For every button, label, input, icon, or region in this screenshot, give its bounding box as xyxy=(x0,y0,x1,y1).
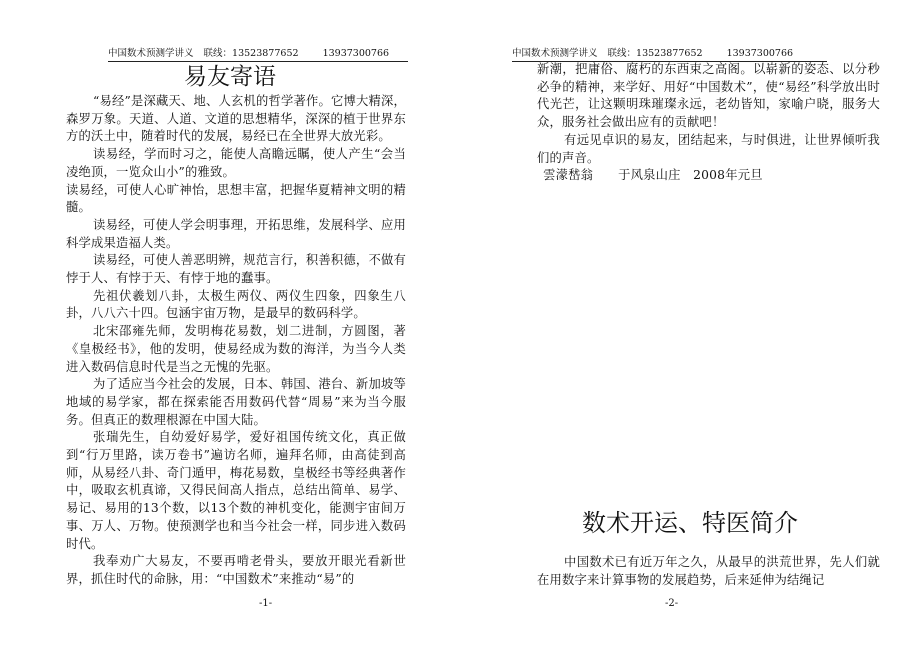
paragraph: 为了适应当今社会的发展，日本、韩国、港台、新加坡等地域的易学家，都在探索能否用数码代替“周易”来为当今服务。但真正的数理根源在中国大陆。 xyxy=(66,377,406,427)
paragraph: 读易经，可使人心旷神怡，思想丰富，把握华夏精神文明的精髓。 xyxy=(66,182,406,215)
running-header xyxy=(108,47,408,60)
page-number: -2- xyxy=(665,598,679,609)
signature-line: 雲濛嵆翁 于风泉山庄 2008年元旦 xyxy=(543,168,763,183)
header-org: 中国数术预测学讲义 xyxy=(108,48,194,59)
paragraph: 我奉劝广大易友，不要再啃老骨头，要放开眼光看新世界，抓住时代的命脉，用：“中国数术”来推动“易”的 xyxy=(66,554,406,586)
right-page xyxy=(460,0,920,651)
section-title: 数术开运、特医简介 xyxy=(582,509,798,537)
paragraph: “易经”是深藏天、地、人玄机的哲学著作。它博大精深，森罗万象。天道、人道、文道的思想精华，深深的植于世界东方的沃土中，随着时代的发展，易经已在全世界大放光彩。 xyxy=(66,94,406,144)
paragraph: 读易经，可使人善恶明辨，规范言行，积善积德，不做有悖于人、有悖于天、有悖于地的蠢事。 xyxy=(66,253,406,286)
paragraph: 先祖伏羲划八卦，太极生两仪、两仪生四象，四象生八卦，八八六十四。包涵宇宙万物，是最早的数码科学。 xyxy=(66,288,406,321)
paragraph: 北宋邵雍先师，发明梅花易数，划二进制，方圆图，著《皇极经书》，他的发明，使易经成为数的海洋，为当今人类进入数码信息时代是当之无愧的先驱。 xyxy=(66,324,406,374)
body-text xyxy=(537,61,880,185)
header-phone: 13937300766 xyxy=(322,48,390,59)
paragraph: 读易经，学而时习之，能使人高瞻远瞩，使人产生“会当凌绝顶，一览众山小”的雅致。 xyxy=(66,147,406,179)
running-header xyxy=(512,47,827,60)
intro-text xyxy=(537,554,880,589)
paragraph: 有远见卓识的易友，团结起来，与时俱进，让世界倾听我们的声音。 xyxy=(537,132,880,165)
page-number: -1- xyxy=(259,598,273,609)
paragraph: 中国数术已有近万年之久，从最早的洪荒世界，先人们就在用数字来计算事物的发展趋势，后来延伸为结绳记 xyxy=(537,555,880,587)
header-contact: 联线：13523877652 xyxy=(203,48,299,59)
body-text xyxy=(66,93,406,589)
paragraph: 张瑞先生，自幼爱好易学，爱好祖国传统文化，真正做到“行万里路，读万卷书”遍访名师，遍拜名师，由高徒到高师，从易经八卦、奇门遁甲，梅花易数，皇极经书等经典著作中，吸取玄机真谛，又得民间高人指点，总结出简单、易学、易记、易用的13个数，以13个数的神机变化，能测宇宙间万事、万人、万物。使预测学也和当今社会一样，同步进入数码时代。 xyxy=(66,430,406,551)
paragraph: 读易经，可使人学会明事理，开拓思维，发展科学、应用科学成果造福人类。 xyxy=(66,217,406,250)
header-phone: 13937300766 xyxy=(726,48,794,59)
header-org: 中国数术预测学讲义 xyxy=(512,48,598,59)
page-title: 易友寄语 xyxy=(184,64,276,90)
paragraph: 新潮，把庸俗、腐朽的东西束之高阁。以崭新的姿态、以分秒必争的精神，来学好、用好“中国数术”，使“易经”科学放出时代光芒，让这颗明珠璀璨永远，老幼皆知，家喻户晓，服务大众，服务社会做出应有的贡献吧！ xyxy=(537,62,880,130)
header-contact: 联线：13523877652 xyxy=(607,48,703,59)
